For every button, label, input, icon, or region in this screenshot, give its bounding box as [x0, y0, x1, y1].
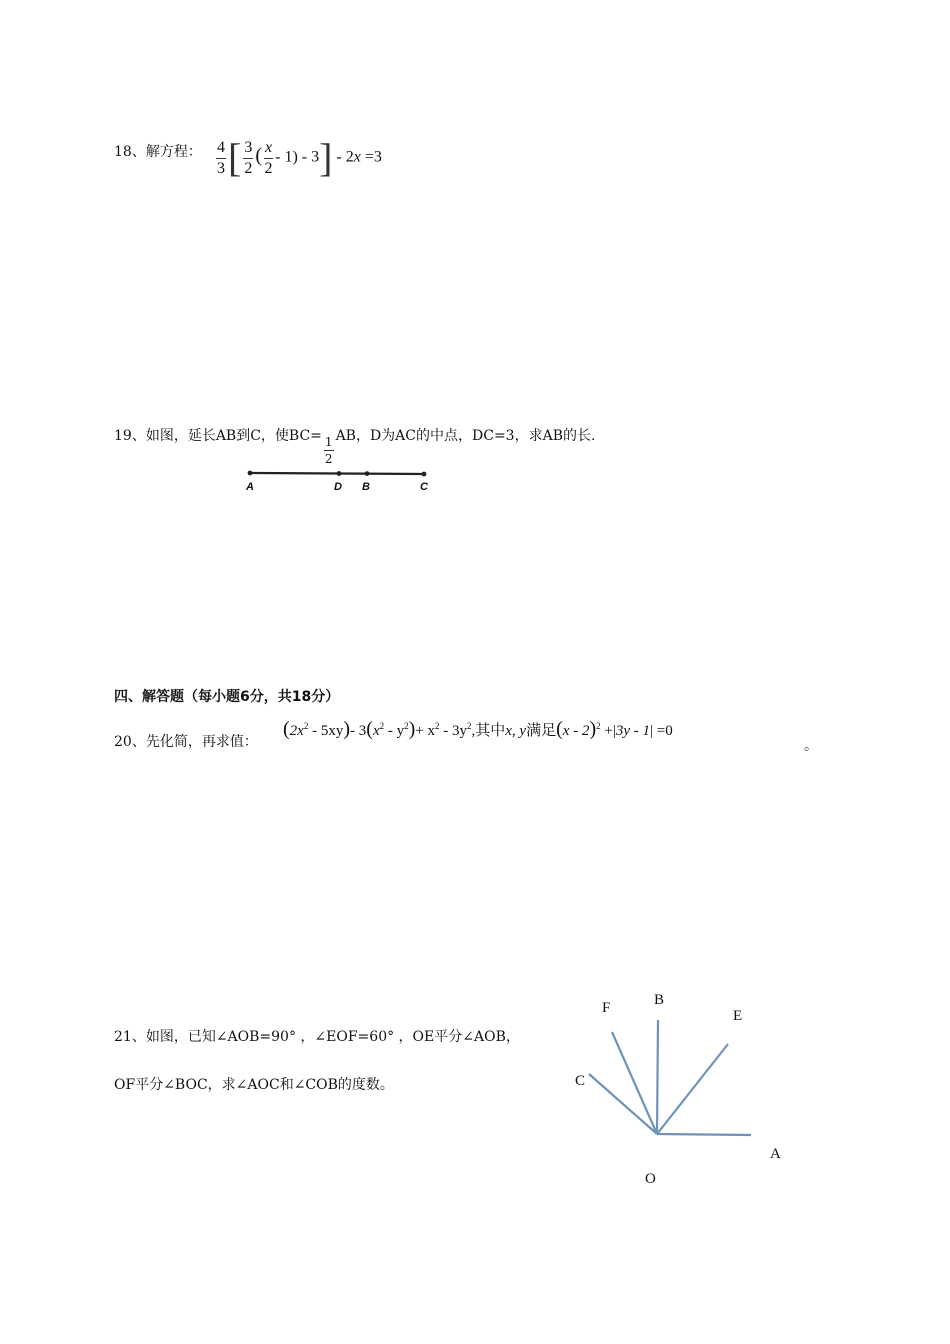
point-a-dot: [248, 471, 253, 476]
left-bracket: [: [228, 135, 242, 180]
q18-equation: $\frac{4}{3}$ [ $\frac{3}{2}$ ( $\frac{x}{2}$ - 1) - 3] - 2x =3: [217, 135, 382, 180]
q18-label: 18、解方程：: [114, 144, 202, 160]
section-heading: 四、解答题（每小题6分，共18分）: [114, 689, 340, 705]
ray-oe: [657, 1044, 728, 1134]
ray-of: [612, 1032, 657, 1134]
label-a: A: [770, 1146, 781, 1162]
q20-end-mark: 。: [804, 738, 818, 754]
point-c-label: C: [420, 481, 428, 493]
fraction-3-2: $\frac{3}{2}$: [244, 138, 253, 177]
q21-line1: 21、如图，已知∠AOB=90° ，∠EOF=60° ，OE平分∠AOB，: [114, 1029, 520, 1045]
point-d-dot: [337, 471, 342, 476]
right-bracket: ]: [319, 135, 333, 180]
ray-ob: [657, 1020, 658, 1134]
ray-oc: [589, 1074, 657, 1134]
label-e: E: [733, 1008, 743, 1024]
point-c-dot: [422, 472, 427, 477]
label-f: F: [602, 1000, 611, 1016]
q19-text: 19、如图，延长AB到C，使BC= $\frac{1}{2}$ AB，D为AC的中点，DC=3，求AB的长.: [114, 428, 596, 466]
fraction-x-2: $\frac{x}{2}$: [264, 138, 273, 177]
label-c: C: [575, 1073, 586, 1089]
q21-line2: OF平分∠BOC，求∠AOC和∠COB的度数。: [114, 1077, 394, 1093]
label-o: O: [645, 1171, 656, 1187]
point-b-dot: [365, 471, 370, 476]
q20-label: 20、先化简，再求值：: [114, 734, 258, 750]
label-b: B: [654, 992, 665, 1008]
q20-expression: $(2x^2 - 5xy)-$ $3(x^2 - y^2)+ x^2 - 3y^2$,其中x, y满足(x - 2)$^2$ +|3y - 1| =0: [283, 718, 673, 740]
ray-oa: [657, 1134, 751, 1135]
angle-diagram: [560, 990, 780, 1190]
point-d-label: D: [334, 481, 342, 493]
fraction-4-3: $\frac{4}{3}$: [217, 138, 225, 177]
point-b-label: B: [362, 481, 370, 493]
point-a-label: A: [246, 481, 254, 493]
fraction-1-2: $\frac{1}{2}$: [324, 435, 333, 466]
